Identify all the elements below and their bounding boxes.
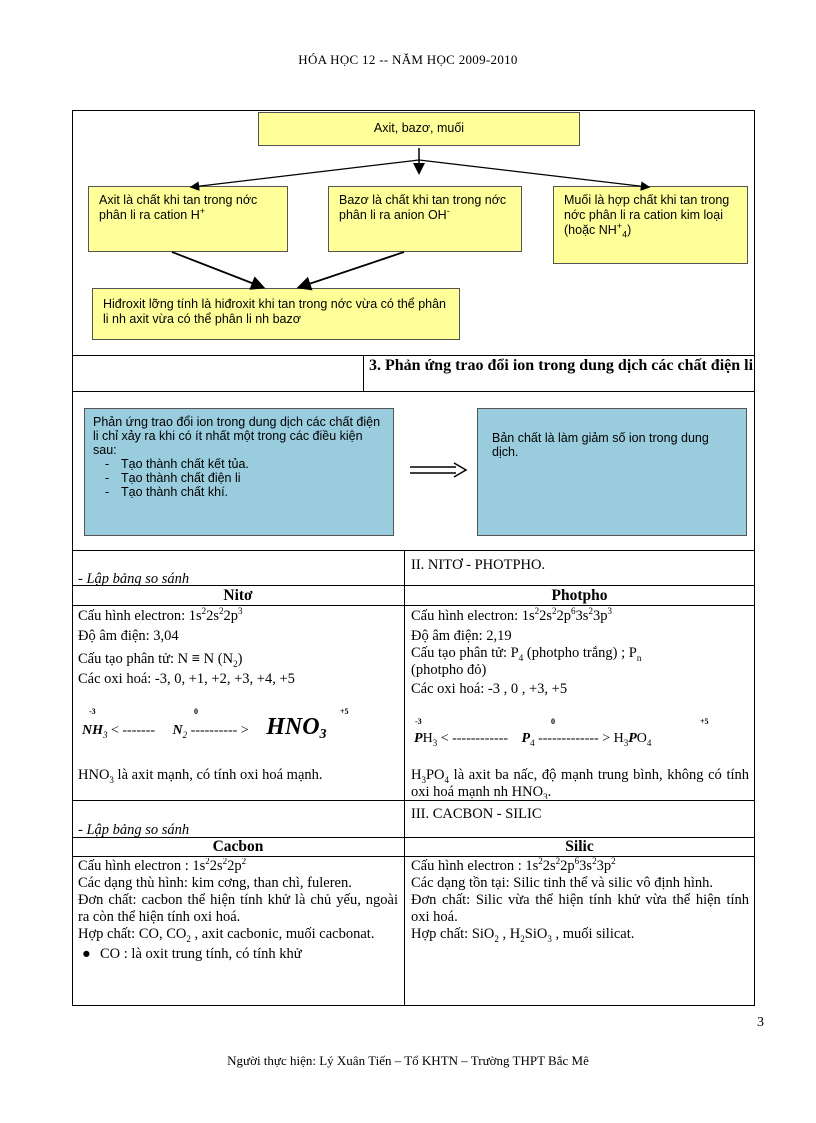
row-divider (72, 800, 755, 801)
reaction-conditions-box: Phản ứng trao đổi ion trong dung dịch các chất điện li chỉ xảy ra khi có ít nhất một trong các điều kiện sau: - Tạo thành chất kết tủa. - Tạo thành chất điện li - Tạo thành chất khí. (84, 408, 394, 536)
compare-label: - Lập bảng so sánh (78, 571, 190, 587)
phosphorus-equation: $PH_3$ < ------------ $P_4$ ------------- > $H_3PO_4$ (414, 731, 652, 748)
nitrogen-equation: $NH_3$ < ------- $N_2$ ---------- > $HNO_3$ (82, 714, 327, 742)
salt-box: Muối là hợp chất khi tan trong nớc phân li ra cation kim loại (hoặc $NH^+_4$) (553, 186, 748, 264)
carbon-column: Cấu hình electron : $1s^22s^22p^2$ Các dạng thù hình: kim cơng, than chì, fuleren. Đơn chất: cacbon thể hiện tính khử là chủ yếu, ngoài ra còn thể hiện tính oxi hoá. Hợp chất: CO, $CO_2$ , axit cacbonic, muối cacbonat. ● CO : là oxit trung tính, có tính khử (78, 858, 398, 962)
silicon-column: Cấu hình electron : $1s^22s^22p^63s^23p^2$ Các dạng tồn tại: Silic tinh thể và silic vô định hình. Đơn chất: Silic vừa thể hiện tính khử vừa thể hiện tính oxi hoá. Hợp chất: SiO$_2$ , $H_2SiO_3$ , muối silicat. (411, 856, 749, 944)
diagram-top-box: Axit, bazơ, muối (258, 112, 580, 146)
row-divider (72, 550, 755, 551)
phosphorus-note: $H_3PO_4$ là axit ba nấc, độ mạnh trung bình, không có tính oxi hoá mạnh nh $HNO_3$. (411, 767, 749, 799)
nitrogen-note: $HNO_3$ là axit mạnh, có tính oxi hoá mạnh. (78, 767, 323, 785)
page-header: HÓA HỌC 12 -- NĂM HỌC 2009-2010 (298, 52, 518, 67)
col-divider (404, 550, 405, 1006)
section-2-title: II. NITƠ - PHOTPHO. (411, 557, 546, 573)
double-arrow-icon (408, 462, 468, 478)
row-divider (72, 605, 755, 606)
diagram-arrows (0, 0, 816, 400)
section-3c-title: III. CACBON - SILIC (411, 806, 542, 822)
condition-item: - Tạo thành chất khí. (121, 485, 385, 499)
page-footer: Người thực hiện: Lý Xuân Tiến – Tổ KHTN – Trường THPT Bắc Mê (227, 1053, 589, 1068)
compare-label-2: - Lập bảng so sánh (78, 822, 190, 838)
silicon-heading: Silic (565, 838, 594, 855)
row-divider (72, 856, 755, 857)
condition-item: - Tạo thành chất kết tủa. (121, 457, 385, 471)
phosphorus-column: Cấu hình electron: $1s^22s^22p^63s^23p^3$ Độ âm điện: 2,19 Cấu tạo phân tử: $P_4$ (photpho trắng) ; $P_n$ (photpho đỏ) Các oxi hoá: -3 , 0 , +3, +5 (411, 606, 642, 697)
acid-box: Axit là chất khi tan trong nớc phân li ra cation H+ (88, 186, 288, 252)
phosphorus-heading: Photpho (551, 587, 608, 604)
amphoteric-box: Hiđroxit lỡng tính là hiđroxit khi tan trong nớc vừa có thể phân li nh axit vừa có thể phân li nh bazơ (92, 288, 460, 340)
carbon-heading: Cacbon (212, 838, 264, 855)
section-3-title: 3. Phản ứng trao đổi ion trong dung dịch các chất điện li (369, 357, 754, 374)
nitrogen-column: Cấu hình electron: $1s^22s^22p^3$ Độ âm điện: 3,04 Cấu tạo phân tử: N ≡ N $(N_2)$ Các oxi hoá: -3, 0, +1, +2, +3, +4, +5 (78, 606, 295, 687)
nitrogen-heading: Nitơ (223, 587, 253, 604)
condition-item: - Tạo thành chất điện li (121, 471, 385, 485)
page-number: 3 (757, 1015, 764, 1030)
essence-box: Bản chất là làm giảm số ion trong dung dịch. (477, 408, 747, 536)
base-box: Bazơ là chất khi tan trong nớc phân li ra anion OH- (328, 186, 522, 252)
